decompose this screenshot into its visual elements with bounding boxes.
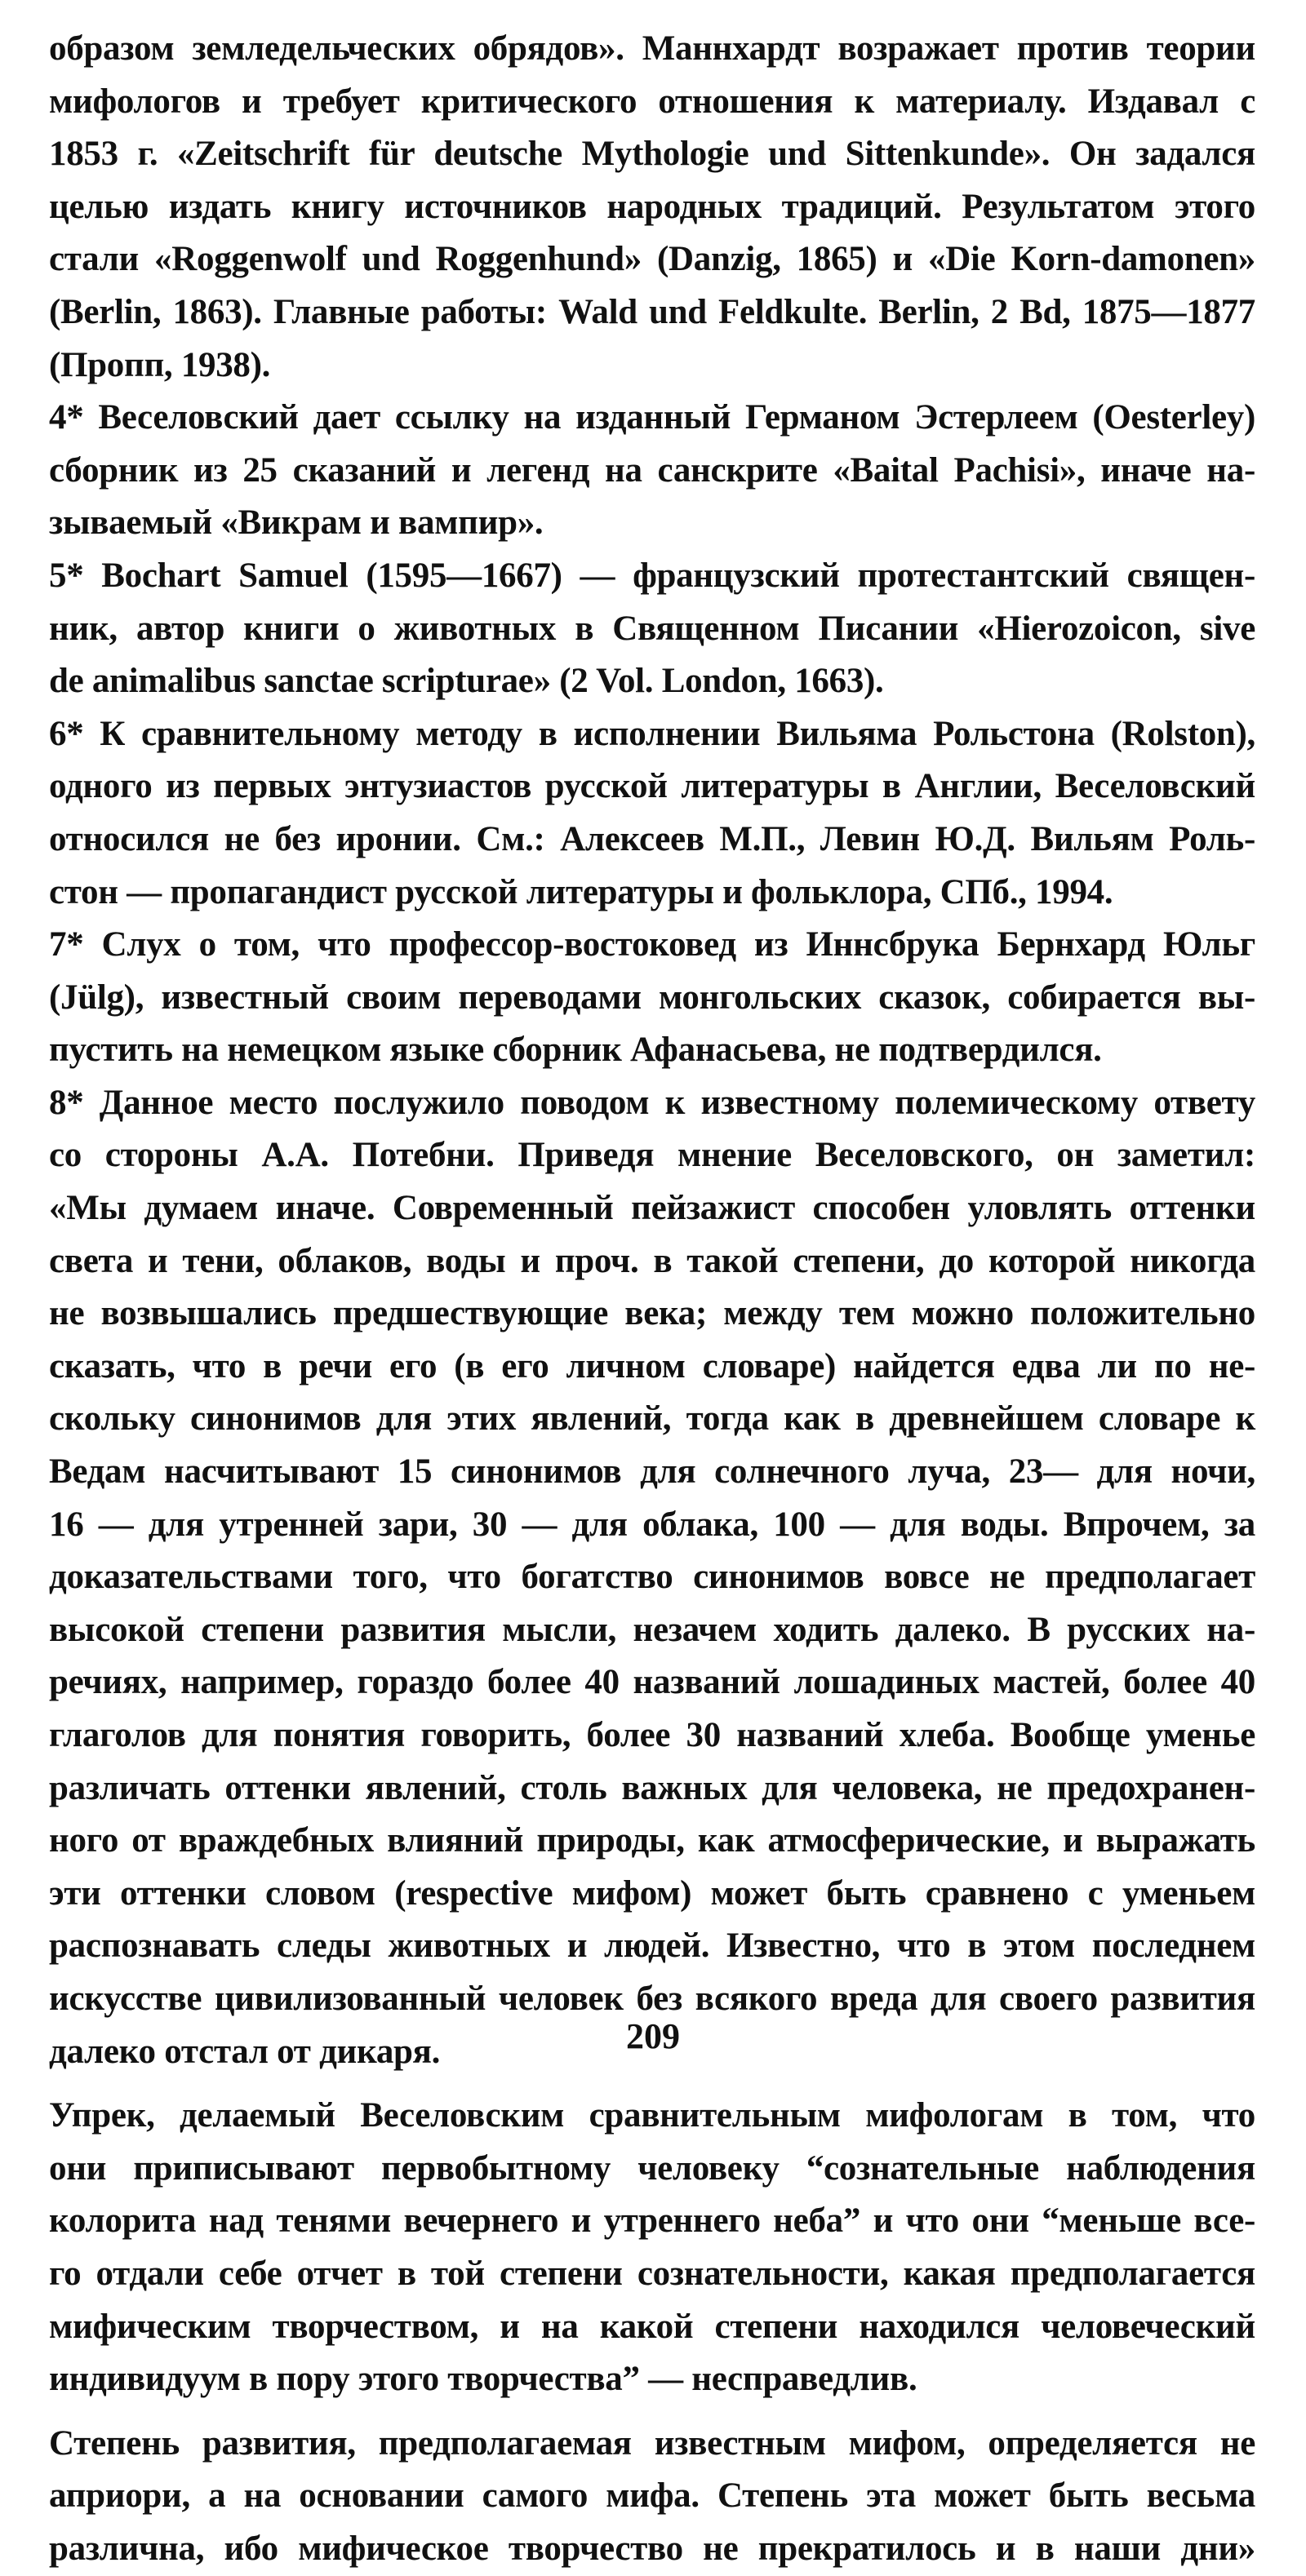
text-line: света и тени, облаков, воды и проч. в такой степени, до которой никогда [49,1241,1255,1280]
text-line: высокой степени развития мысли, незачем ходить далеко. В русских на- [49,1610,1255,1649]
text-line: априори, а на основании самого мифа. Степень эта может быть весьма [49,2476,1255,2516]
body-paragraph [49,2418,1255,2576]
text-line: ник, автор книги о животных в Священном Писании «Hierozoicon, sive [49,609,1255,648]
text-line: мифологов и требует критического отношения к материалу. Издавал с [49,82,1255,121]
text-line: «Мы думаем иначе. Современный пейзажист способен уловлять оттенки [49,1189,1255,1228]
text-line: Упрек, делаемый Веселовским сравнительным мифологам в том, что [49,2096,1255,2135]
text-line: мифическим творчеством, и на какой степени находился человеческий [49,2307,1255,2346]
footnote-5 [49,550,1255,708]
text-line: речиях, например, гораздо более 40 названий лошадиных мастей, более 40 [49,1663,1255,1702]
text-line: зываемый «Викрам и вампир». [49,503,544,543]
text-line: образом земледельческих обрядов». Маннхардт возражает против теории [49,29,1255,68]
text-line: эти оттенки словом (respective мифом) может быть сравнено с уменьем [49,1873,1255,1913]
text-line: целью издать книгу источников народных традиций. Результатом этого [49,187,1255,226]
text-line: Степень развития, предполагаемая известным мифом, определяется не [49,2423,1255,2463]
footnote-continuation [49,23,1255,392]
text-line: глаголов для понятия говорить, более 30 названий хлеба. Вообще уменье [49,1716,1255,1754]
text-line: (Пропп, 1938). [49,345,271,384]
page-number: 209 [626,2016,680,2056]
text-line: го отдали себе отчет в той степени сознательности, какая предполагается [49,2254,1255,2293]
text-line: различать оттенки явлений, столь важных для человека, не предохранен- [49,1768,1255,1807]
text-line: доказательствами того, что богатство синонимов вовсе не предполагает [49,1558,1255,1597]
text-line: 6* К сравнительному методу в исполнении Вильяма Рольстона (Rolston), [49,714,1255,753]
text-line: Ведам насчитывают 15 синонимов для солнечного луча, 23— для ночи, [49,1452,1255,1492]
text-line: со стороны А.А. Потебни. Приведя мнение Веселовского, он заметил: [49,1136,1255,1175]
text-line: 5* Bochart Samuel (1595—1667) — французский протестантский священ- [49,556,1255,595]
text-line: 1853 г. «Zeitschrift für deutsche Mythologie und Sittenkunde». Он задался [49,135,1255,174]
paragraph-gap [49,2406,1255,2418]
text-line: индивидуум в пору этого творчества” — несправедлив. [49,2360,917,2399]
text-line: сборник из 25 сказаний и легенд на санскрите «Baital Pachisi», иначе на- [49,450,1255,490]
body-paragraph [49,2090,1255,2406]
text-line: 8* Данное место послужило поводом к известному полемическому ответу [49,1083,1255,1122]
text-line: не возвышались предшествующие века; между тем можно положительно [49,1294,1255,1333]
text-line: различна, ибо мифическое творчество не прекратилось и в наши дни» [49,2529,1255,2568]
text-line: стон — пропагандист русской литературы и фольклора, СПб., 1994. [49,872,1113,911]
text-line: пустить на немецком языке сборник Афанасьева, не подтвердился. [49,1031,1102,1070]
text-line: 4* Веселовский дает ссылку на изданный Германом Эстерлеем (Oesterley) [49,398,1255,437]
text-line: 7* Слух о том, что профессор-востоковед из Иннсбрука Бернхард Юльг [49,925,1255,964]
text-line: искусстве цивилизованный человек без всякого вреда для своего развития [49,1979,1255,2018]
text-line: стали «Roggenwolf und Roggenhund» (Danzig, 1865) и «Die Korn-damonen» [49,240,1255,279]
text-line: ного от враждебных влияний природы, как атмосферические, и выражать [49,1821,1255,1860]
text-line: (Berlin, 1863). Главные работы: Wald und Feldkulte. Berlin, 2 Bd, 1875—1877 [49,292,1255,331]
text-line: скольку синонимов для этих явлений, тогда как в древнейшем словаре к [49,1399,1255,1439]
text-line: одного из первых энтузиастов русской литературы в Англии, Веселовский [49,767,1255,806]
text-line: распознавать следы животных и людей. Известно, что в этом последнем [49,1926,1255,1966]
footnote-6 [49,708,1255,919]
text-line: сказать, что в речи его (в его личном словаре) найдется едва ли по не- [49,1346,1255,1386]
text-line: относился не без иронии. См.: Алексеев М.П., Левин Ю.Д. Вильям Роль- [49,819,1255,858]
text-line: (Jülg), известный своим переводами монгольских сказок, собирается вы- [49,978,1255,1017]
footnote-8 [49,1077,1255,2078]
page-text [49,23,1255,2576]
text-line: de animalibus sanctae scripturae» (2 Vol. London, 1663). [49,662,884,701]
text-line: далеко отстал от дикаря. [49,2032,441,2071]
paragraph-gap [49,2078,1255,2090]
footnote-7 [49,919,1255,1077]
text-line: колорита над тенями вечернего и утреннего неба” и что они “меньше все- [49,2201,1255,2241]
text-line: они приписывают первобытному человеку “сознательные наблюдения [49,2148,1255,2188]
text-line: 16 — для утренней зари, 30 — для облака, 100 — для воды. Впрочем, за [49,1505,1255,1544]
footnote-4 [49,392,1255,550]
